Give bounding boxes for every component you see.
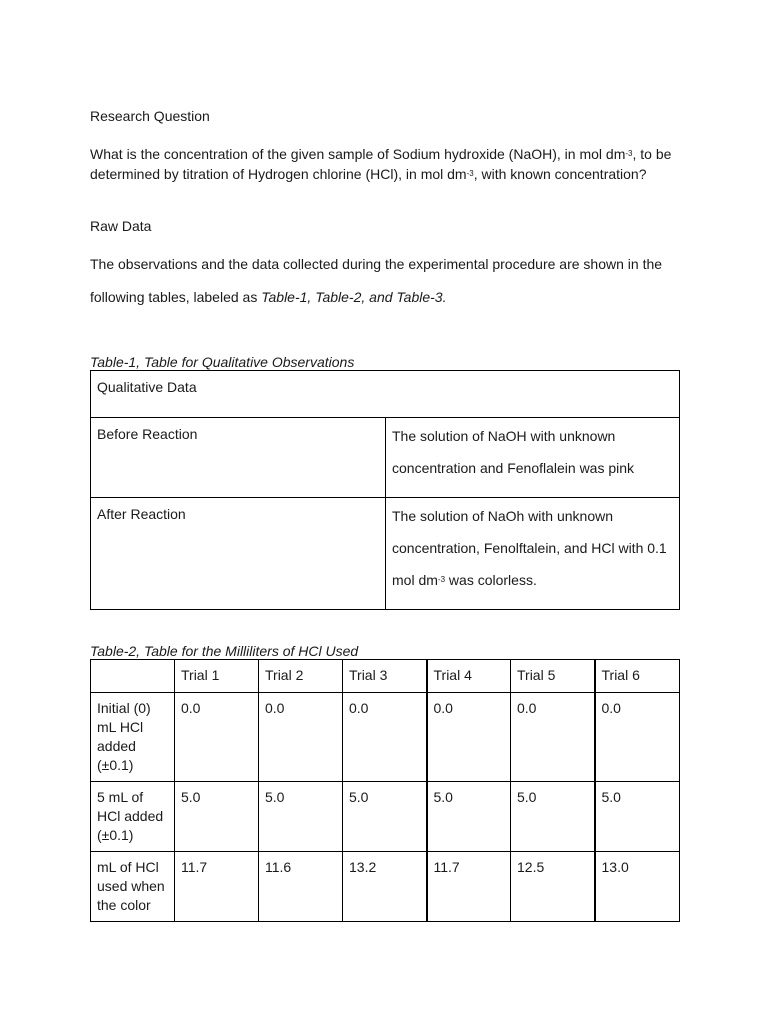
table-header-row: [91, 660, 680, 693]
hcl-milliliters-table: [90, 659, 680, 922]
row-label: 5 mL of HCl added (±0.1): [91, 782, 175, 852]
table-cell: 0.0: [175, 693, 259, 782]
header-cell: [91, 660, 175, 693]
table-cell: 5.0: [175, 782, 259, 852]
after-reaction-value: The solution of NaOh with unknown concentration, Fenolftalein, and HCl with 0.1 mol $dm^{-3}$ was colorless.: [386, 498, 680, 610]
table-cell: 13.0: [595, 852, 680, 922]
table-cell: 11.6: [259, 852, 343, 922]
table-cell: 0.0: [343, 693, 427, 782]
table-cell: 0.0: [259, 693, 343, 782]
header-cell: Trial 4: [427, 660, 511, 693]
table-cell: 5.0: [259, 782, 343, 852]
intro-line-1: The observations and the data collected during the experimental procedure are shown in the: [90, 256, 663, 272]
before-reaction-label: Before Reaction: [91, 418, 386, 498]
table-cell: 11.7: [175, 852, 259, 922]
table-cell: 13.2: [343, 852, 427, 922]
before-reaction-value: The solution of NaOH with unknown concentration and Fenoflalein was pink: [386, 418, 680, 498]
table-row: [91, 852, 680, 922]
after-reaction-label: After Reaction: [91, 498, 386, 610]
table-cell: 5.0: [343, 782, 427, 852]
table-row: [91, 782, 680, 852]
table-cell: 0.0: [511, 693, 595, 782]
table-cell: 0.0: [595, 693, 680, 782]
raw-data-heading: Raw Data: [90, 218, 152, 234]
table-cell: 0.0: [427, 693, 511, 782]
header-cell: Trial 5: [511, 660, 595, 693]
research-question-text: What is the concentration of the given sample of Sodium hydroxide (NaOH), in mol $dm^{-3}$, to be determined by titration of Hydrogen chlorine (HCl), in mol $dm^{-3}$, with known concentration?: [90, 146, 672, 182]
table-cell: 12.5: [511, 852, 595, 922]
table-1-caption: Table-1, Table for Qualitative Observations: [90, 354, 355, 370]
table-2-caption: Table-2, Table for the Milliliters of HCl Used: [90, 643, 359, 659]
table-cell: 11.7: [427, 852, 511, 922]
header-cell: Trial 3: [343, 660, 427, 693]
header-cell: Trial 2: [259, 660, 343, 693]
table-row: [91, 418, 680, 498]
research-question-heading: Research Question: [90, 108, 210, 124]
table-row: [91, 498, 680, 610]
qualitative-observations-table: [90, 370, 680, 610]
table-cell: 5.0: [511, 782, 595, 852]
header-cell: Trial 6: [595, 660, 680, 693]
table-cell: 5.0: [595, 782, 680, 852]
intro-line-2: following tables, labeled as Table-1, Table-2, and Table-3.: [90, 289, 447, 305]
header-cell: Trial 1: [175, 660, 259, 693]
row-label: mL of HCl used when the color: [91, 852, 175, 922]
table-row: [91, 693, 680, 782]
table-cell: 5.0: [427, 782, 511, 852]
table-row: [91, 371, 680, 418]
table-header-cell: Qualitative Data: [91, 371, 680, 418]
row-label: Initial (0) mL HCl added (±0.1): [91, 693, 175, 782]
